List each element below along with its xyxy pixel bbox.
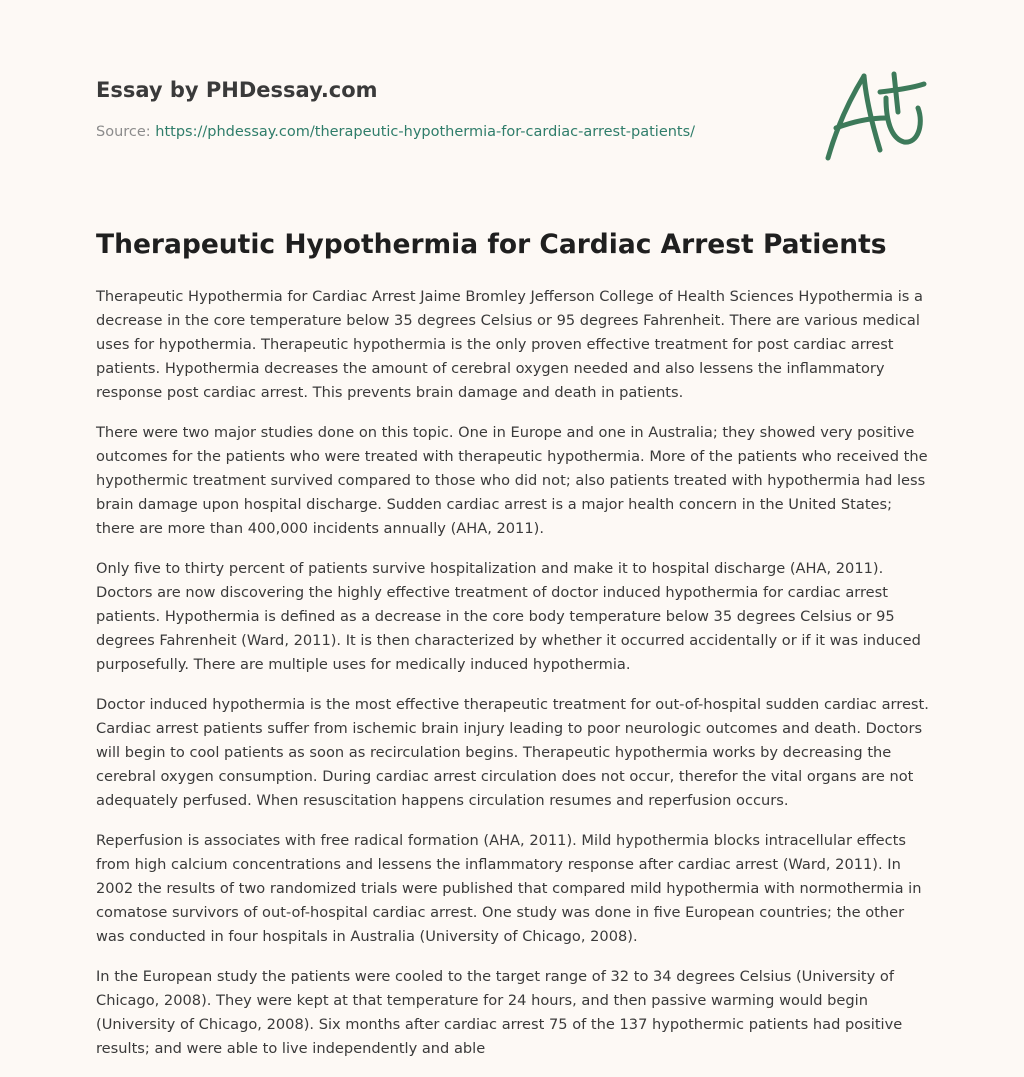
essay-paragraph: Therapeutic Hypothermia for Cardiac Arrest Jaime Bromley Jefferson College of Health Sciences Hypothermia is a decrease in the core temperature below 35 degrees Celsius or 95 degrees Fahrenheit. There are various medical uses for hypothermia. Therapeutic hypothermia is the only proven effective treatment for post cardiac arrest patients. Hypothermia decreases the amount of cerebral oxygen needed and also lessens the inflammatory response post cardiac arrest. This prevents brain damage and death in patients. [96, 288, 923, 401]
essay-paragraph: Only five to thirty percent of patients survive hospitalization and make it to hospital discharge (AHA, 2011). Doctors are now discovering the highly effective treatment of doctor induced hypothermia for cardiac arrest patients. Hypothermia is defined as a decrease in the core body temperature below 35 degrees Celsius or 95 degrees Fahrenheit (Ward, 2011). It is then characterized by whether it occurred accidentally or if it was induced purposefully. There are multiple uses for medically induced hypothermia. [96, 560, 921, 673]
essay-paragraph: Doctor induced hypothermia is the most effective therapeutic treatment for out-of-hospital sudden cardiac arrest. Cardiac arrest patients suffer from ischemic brain injury leading to poor neurologic outcomes and death. Doctors will begin to cool patients as soon as recirculation begins. Therapeutic hypothermia works by decreasing the cerebral oxygen consumption. During cardiac arrest circulation does not occur, therefor the vital organs are not adequately perfused. When resuscitation happens circulation resumes and reperfusion occurs. [96, 696, 929, 809]
source-line [96, 121, 736, 143]
essay-paragraph: There were two major studies done on this topic. One in Europe and one in Australia; they showed very positive outcomes for the patients who were treated with therapeutic hypothermia. More of the patients who received the hypothermic treatment survived compared to those who did not; also patients treated with hypothermia had less brain damage upon hospital discharge. Sudden cardiac arrest is a major health concern in the United States; there are more than 400,000 incidents annually (AHA, 2011). [96, 424, 928, 537]
essay-body [96, 285, 930, 1077]
site-brand: Essay by PHDessay.com [96, 78, 378, 102]
a-plus-grade-icon [820, 68, 932, 164]
source-label: Source: [96, 124, 151, 140]
essay-title: Therapeutic Hypothermia for Cardiac Arrest Patients [96, 229, 887, 260]
source-link[interactable]: https://phdessay.com/therapeutic-hypothermia-for-cardiac-arrest-patients/ [155, 124, 696, 140]
essay-paragraph: In the European study the patients were cooled to the target range of 32 to 34 degrees Celsius (University of Chicago, 2008). They were kept at that temperature for 24 hours, and then passive warming would begin (University of Chicago, 2008). Six months after cardiac arrest 75 of the 137 hypothermic patients had positive results; and were able to live independently and able [96, 968, 903, 1057]
essay-paragraph: Reperfusion is associates with free radical formation (AHA, 2011). Mild hypothermia blocks intracellular effects from high calcium concentrations and lessens the inflammatory response after cardiac arrest (Ward, 2011). In 2002 the results of two randomized trials were published that compared mild hypothermia with normothermia in comatose survivors of out-of-hospital cardiac arrest. One study was done in five European countries; the other was conducted in four hospitals in Australia (University of Chicago, 2008). [96, 832, 922, 945]
essay-header [96, 74, 736, 143]
